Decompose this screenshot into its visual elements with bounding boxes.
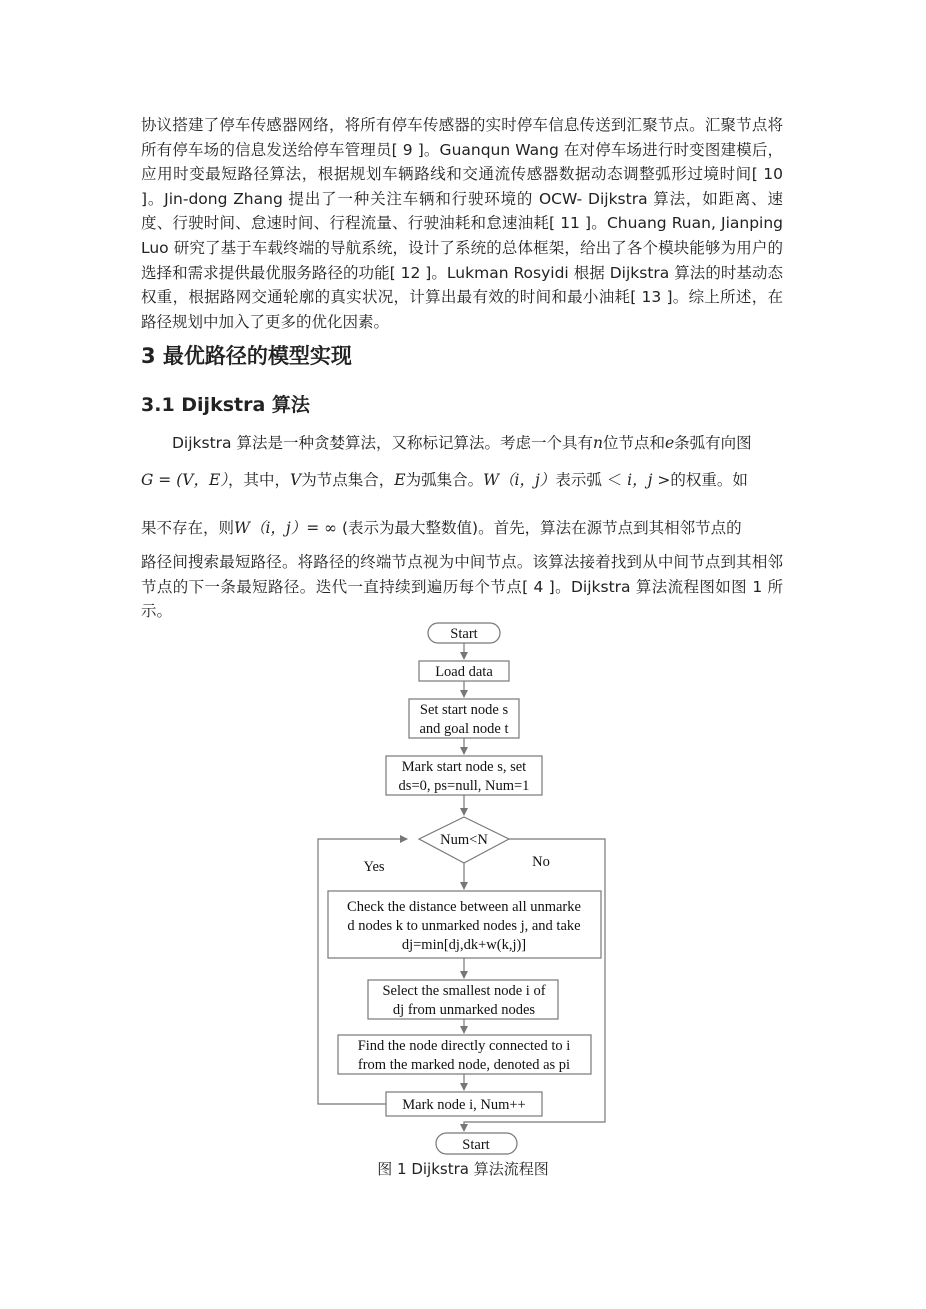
- mark-node-label: Mark node i, Num++: [402, 1097, 526, 1113]
- find-label-2: from the marked node, denoted as pi: [357, 1057, 571, 1073]
- mark-start-label-1: Mark start node s, set: [401, 759, 527, 775]
- select-label-1: Select the smallest node i of: [382, 983, 546, 999]
- algo-text: 表示弧 ＜: [555, 471, 628, 489]
- check-label-1: Check the distance between all unmarke: [347, 899, 581, 915]
- math-w-inf: W（i，j）= ∞: [234, 519, 338, 537]
- algo-text: 为弧集合。: [405, 471, 484, 489]
- no-label: No: [532, 854, 550, 870]
- section-heading: 3 最优路径的模型实现: [141, 344, 352, 368]
- algo-text: 条弧有向图: [674, 434, 752, 452]
- math-ij: i，j: [627, 471, 653, 489]
- mark-start-label-2: ds=0, ps=null, Num=1: [398, 778, 530, 794]
- check-label-2: d nodes k to unmarked nodes j, and take: [347, 918, 581, 934]
- set-nodes-label-2: and goal node t: [419, 721, 509, 737]
- load-data-label: Load data: [435, 664, 493, 680]
- check-label-3: dj=min[dj,dk+w(k,j)]: [401, 937, 527, 953]
- intro-paragraph: 协议搭建了停车传感器网络，将所有停车传感器的实时停车信息传送到汇聚节点。汇聚节点将所有停车场的信息发送给停车管理员[ 9 ]。Guanqun Wang 在对停车场进行时变图建模后，应用时变最短路径算法，根据规划车辆路线和交通流传感器数据动态调整弧形过境时间[ 10 ]。Jin-dong Zhang 提出了一种关注车辆和行驶环境的 OCW- Dijkstra 算法，如距离、速度、行驶时间、怠速时间、行程流量、行驶油耗和怠速油耗[ 11 ]。Chuang Ruan, Jianping Luo 研究了基于车载终端的导航系统，设计了系统的总体框架，给出了各个模块能够为用户的选择和需求提供最优服务路径的功能[ 12 ]。Lukman Rosyidi 根据 Dijkstra 算法的时基动态权重，根据路网交通轮廓的真实状况，计算出最有效的时间和最小油耗[ 13 ]。综上所述，在路径规划中加入了更多的优化因素。: [141, 116, 783, 331]
- algo-text: Dijkstra 算法是一种贪婪算法，又称标记算法。考虑一个具有: [172, 434, 593, 452]
- decision-label: Num<N: [440, 832, 488, 848]
- figure-caption: 图 1 Dijkstra 算法流程图: [377, 1160, 549, 1178]
- algo-text: ，其中，: [228, 471, 291, 489]
- find-label-1: Find the node directly connected to i: [357, 1038, 571, 1054]
- algo-text: (表示为最大整数值)。首先，算法在源节点到其相邻节点的: [337, 519, 742, 537]
- math-w: W（i，j）: [483, 471, 556, 489]
- math-graph: G = (V，E）: [141, 471, 229, 489]
- algo-text: >的权重。如: [652, 471, 748, 489]
- math-n: n: [592, 434, 603, 452]
- subsection-heading: 3.1 Dijkstra 算法: [141, 394, 310, 416]
- start-label: Start: [450, 626, 478, 642]
- set-nodes-label-1: Set start node s: [419, 702, 509, 718]
- end-label: Start: [462, 1137, 490, 1153]
- algo-text: 位节点和: [602, 434, 665, 452]
- yes-label: Yes: [363, 859, 385, 875]
- algo-text: 果不存在，则: [141, 519, 235, 537]
- math-v: V: [290, 471, 302, 489]
- select-label-2: dj from unmarked nodes: [392, 1002, 536, 1018]
- math-e: e: [664, 434, 675, 452]
- algo-paragraph-rest: 路径间搜索最短路径。将路径的终端节点视为中间节点。该算法接着找到从中间节点到其相邻节点的下一条最短路径。迭代一直持续到遍历每个节点[ 4 ]。Dijkstra 算法流程图如图 1 所示。: [141, 553, 783, 621]
- algo-text: 为节点集合，: [301, 471, 395, 489]
- math-e-set: E: [394, 471, 406, 489]
